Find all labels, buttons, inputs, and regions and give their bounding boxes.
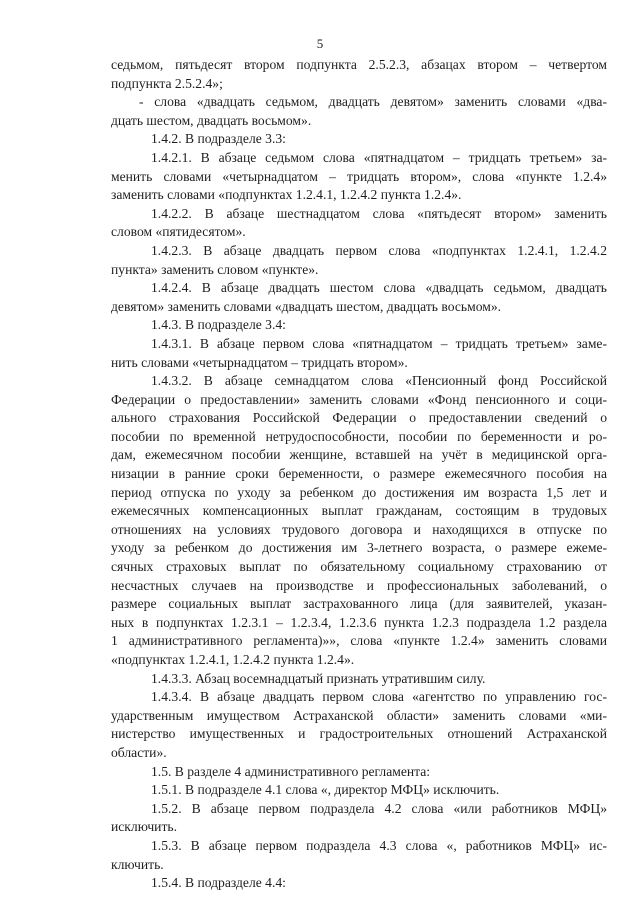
text-line: ключить. xyxy=(111,856,164,872)
text-line: период отпуска по уходу за ребенком до достижения им возраста 1,5 лет и xyxy=(111,484,607,500)
text-line: 1.4.2.3. В абзаце двадцать первом слова «подпунктах 1.2.4.1, 1.2.4.2 xyxy=(151,242,607,258)
text-line: 1.4.2. В подразделе 3.3: xyxy=(151,131,286,147)
text-line: 1.5. В разделе 4 административного регламента: xyxy=(151,763,431,779)
text-line: 1.4.3. В подразделе 3.4: xyxy=(151,317,286,333)
text-line: сячных страховых выплат по обязательному социальному страхованию от xyxy=(111,559,607,575)
text-line: пункта» заменить словом «пункте». xyxy=(111,261,319,277)
text-line: ных в подпунктах 1.2.3.1 – 1.2.3.4, 1.2.3.6 пункта 1.2.3 подраздела 1.2 раздела xyxy=(111,614,607,630)
text-line: - слова «двадцать седьмом, двадцать девятом» заменить словами «два- xyxy=(139,94,607,110)
text-line: 1 административного регламента)»», слова «пункте 1.2.4» заменить словами xyxy=(111,633,607,649)
text-line: нистерство имущественных и градостроительных отношений Астраханской xyxy=(111,726,607,742)
text-line: 1.5.1. В подразделе 4.1 слова «, директор МФЦ» исключить. xyxy=(151,782,500,798)
text-line: 1.5.2. В абзаце первом подраздела 4.2 слова «или работников МФЦ» xyxy=(151,800,607,816)
text-line: ального страхования Российской Федерации о предоставлении сведений о xyxy=(111,410,607,426)
text-line: заменить словами «подпунктах 1.2.4.1, 1.2.4.2 пункта 1.2.4». xyxy=(111,187,462,203)
text-line: словом «пятидесятом». xyxy=(111,224,246,240)
text-line: седьмом, пятьдесят втором подпункта 2.5.2.3, абзацах втором – четвертом xyxy=(111,57,607,72)
text-line: несчастных случаев на производстве и профессиональных заболеваний, о xyxy=(111,577,607,593)
text-line: 1.4.3.4. В абзаце двадцать первом слова «агентство по управлению гос- xyxy=(151,689,607,705)
text-line: 1.5.4. В подразделе 4.4: xyxy=(151,875,286,891)
text-line: 1.4.3.2. В абзаце семнадцатом слова «Пенсионный фонд Российской xyxy=(151,373,607,389)
text-line: низации в ранние сроки беременности, о размере ежемесячного пособия на xyxy=(111,466,607,482)
text-line: исключить. xyxy=(111,819,177,835)
text-line: 1.4.3.1. В абзаце первом слова «пятнадцатом – тридцать третьем» заме- xyxy=(151,335,607,351)
text-line: менить словами «четырнадцатом – тридцать втором», слова «пункте 1.2.4» xyxy=(111,168,607,184)
text-line: 1.4.2.1. В абзаце седьмом слова «пятнадцатом – тридцать третьем» за- xyxy=(151,149,607,165)
text-line: Федерации о предоставлении» заменить словами «Фонд пенсионного и соци- xyxy=(111,391,607,407)
text-line: нить словами «четырнадцатом – тридцать втором». xyxy=(111,354,408,370)
text-line: уходу за ребенком до достижения им 3-летнего возраста, о размере ежеме- xyxy=(111,540,607,556)
text-line: ежемесячных компенсационных выплат гражданам, состоящим в трудовых xyxy=(111,503,607,519)
text-line: размере социальных выплат застрахованного лица (для заявителей, указан- xyxy=(111,596,607,612)
text-line: дцать шестом, двадцать восьмом». xyxy=(111,112,312,128)
text-line: дам, ежемесячном пособии женщине, вставшей на учёт в медицинской орга- xyxy=(111,447,607,463)
page-number: 5 xyxy=(316,36,324,51)
text-line: 1.5.3. В абзаце первом подраздела 4.3 слова «, работников МФЦ» ис- xyxy=(151,837,607,853)
text-line: девятом» заменить словами «двадцать шестом, двадцать восьмом». xyxy=(111,298,502,314)
text-line: области». xyxy=(111,744,167,760)
text-line: пособии по временной нетрудоспособности, пособии по беременности и ро- xyxy=(111,428,607,444)
text-line: ударственным имуществом Астраханской области» заменить словами «ми- xyxy=(111,707,607,723)
text-line: «подпунктах 1.2.4.1, 1.2.4.2 пункта 1.2.4». xyxy=(111,652,355,667)
text-line: 1.4.3.3. Абзац восемнадцатый признать утратившим силу. xyxy=(151,670,486,686)
text-line: 1.4.2.2. В абзаце шестнадцатом слова «пятьдесят втором» заменить xyxy=(151,205,607,221)
text-line: 1.4.2.4. В абзаце двадцать шестом слова «двадцать седьмом, двадцать xyxy=(151,280,607,296)
text-line: подпункта 2.5.2.4»; xyxy=(111,75,223,91)
document-body xyxy=(111,56,607,893)
text-line: отношениях на условиях трудового договора и находящихся в отпуске по xyxy=(111,521,607,537)
